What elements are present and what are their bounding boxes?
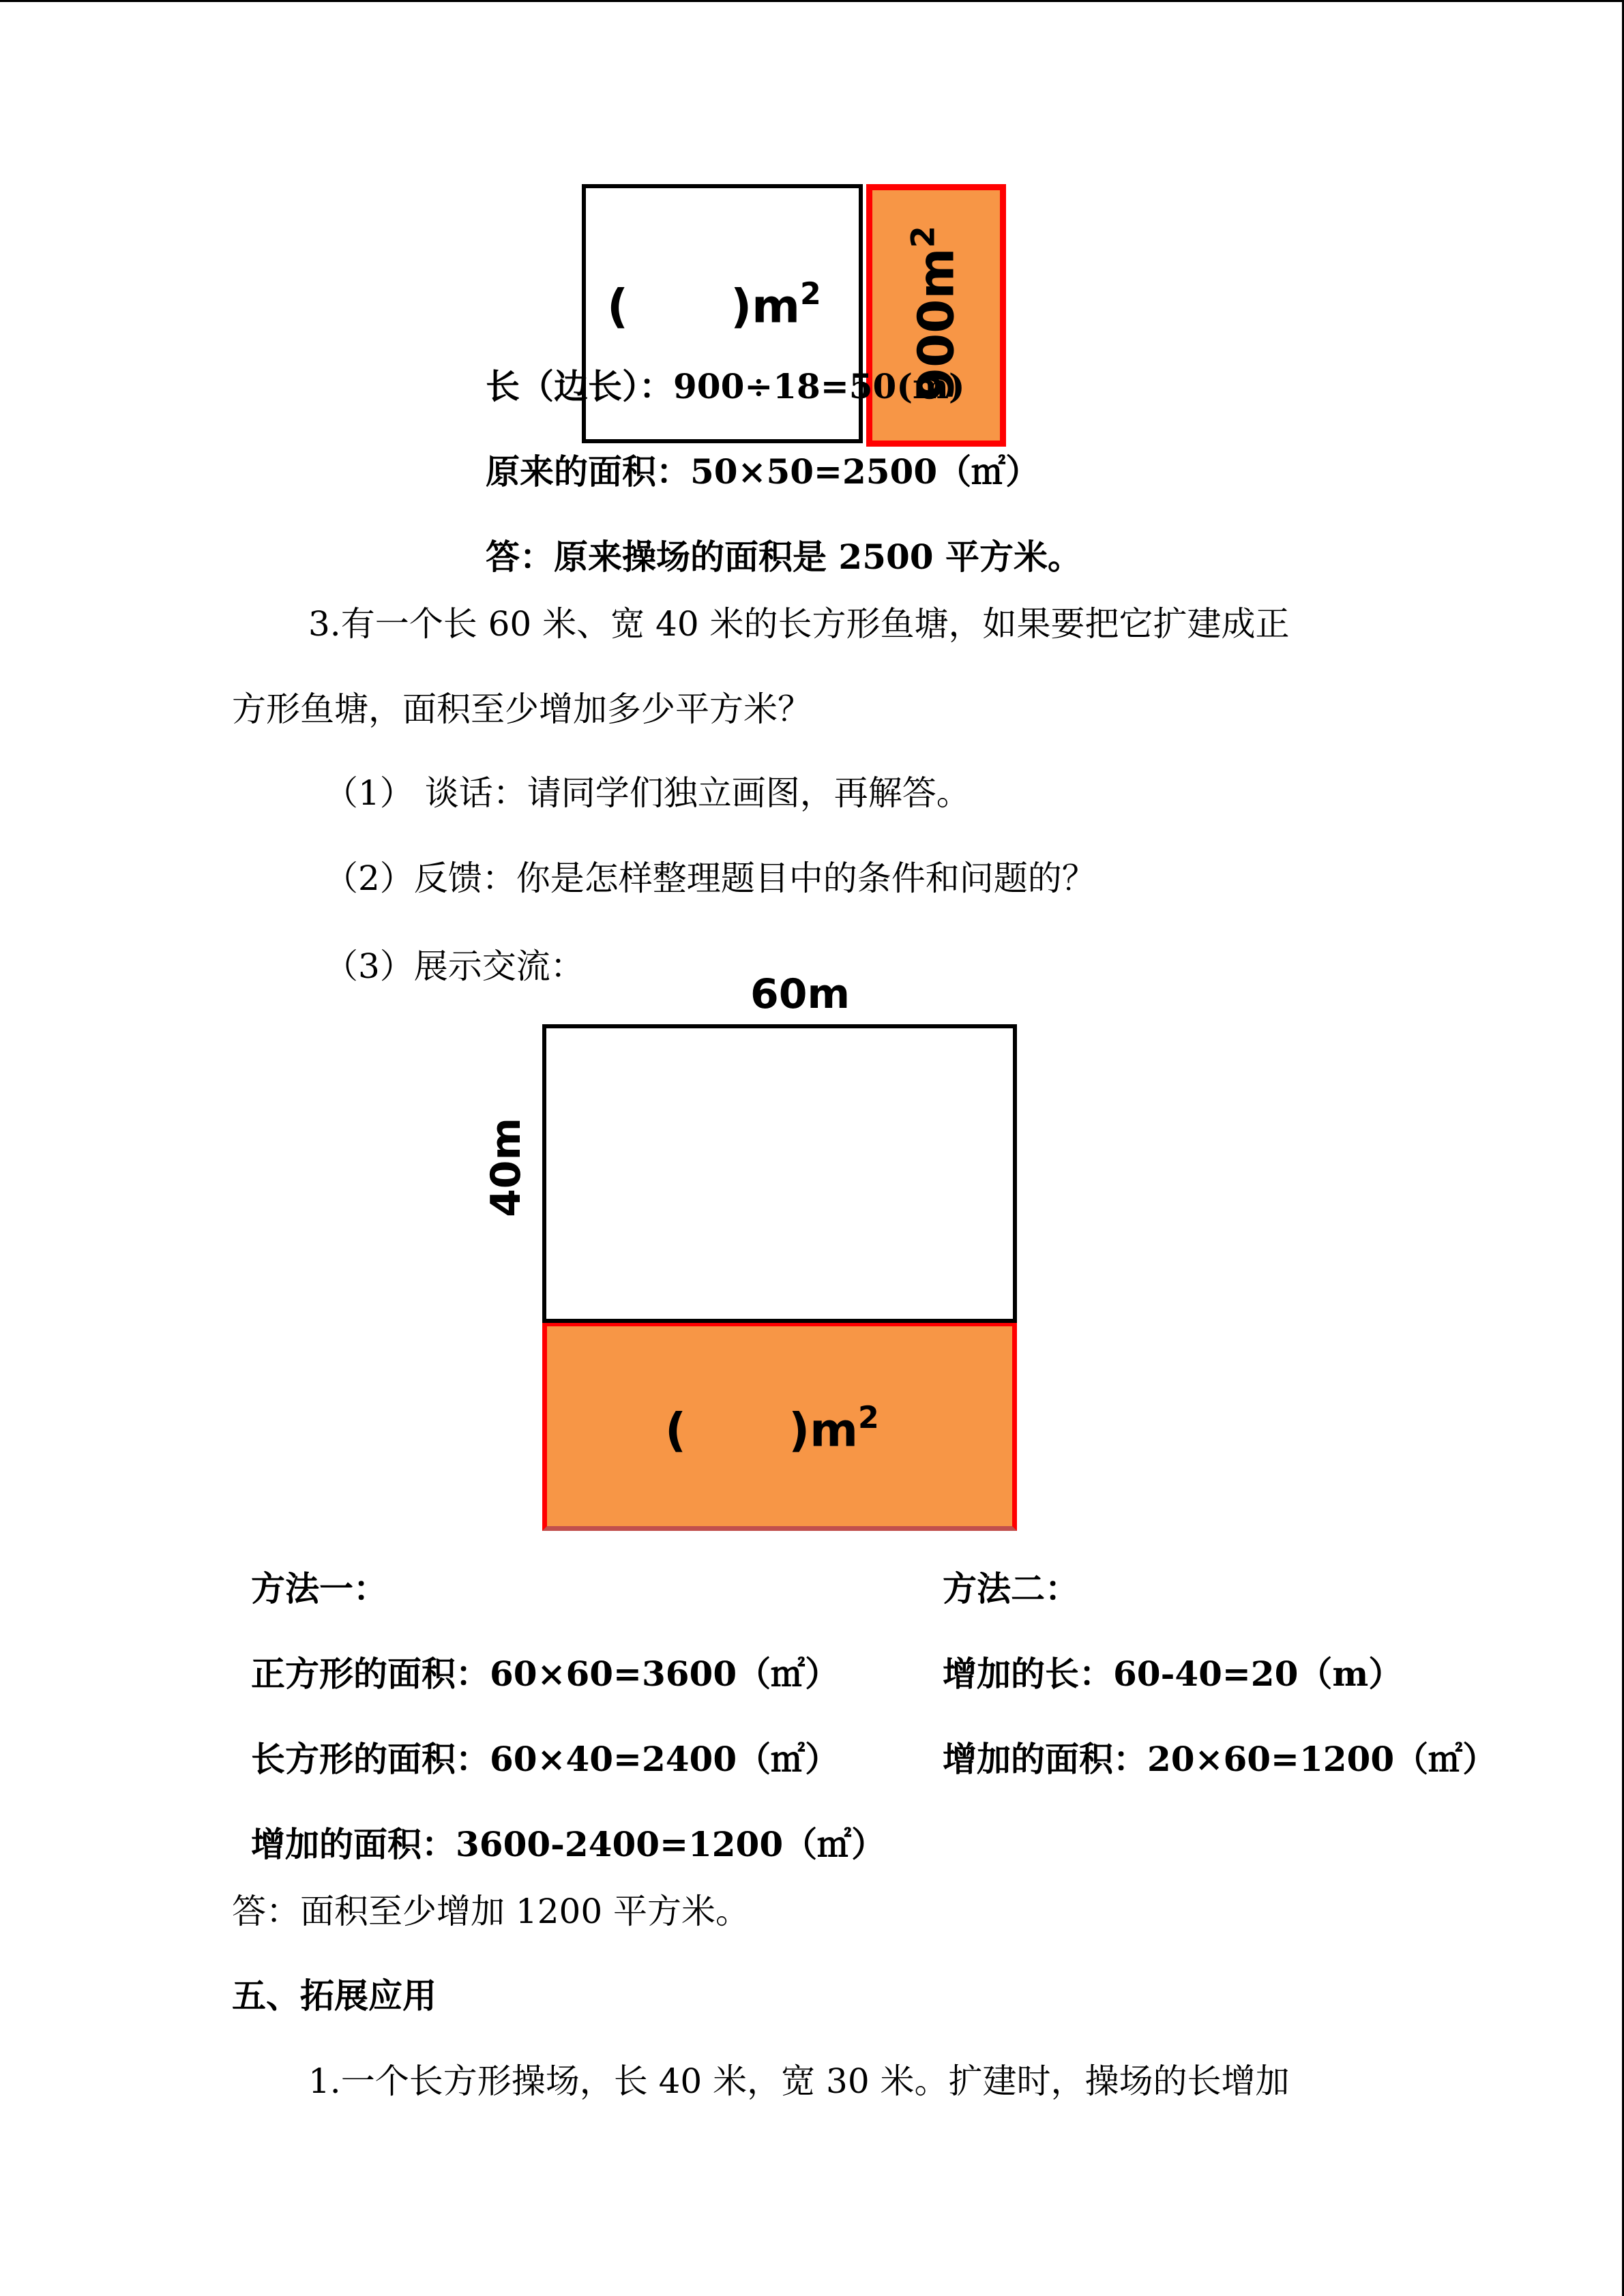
- solution-answer: 答：原来操场的面积是 2500 平方米。: [486, 537, 1082, 577]
- problem3-text-line2: 方形鱼塘，面积至少增加多少平方米？: [232, 689, 812, 729]
- original-rectangle-figure: [542, 1024, 1017, 1323]
- method2-line2: 增加的面积：20×60=1200（㎡）: [943, 1739, 1497, 1779]
- method2-line1: 增加的长：60-40=20（m）: [943, 1654, 1403, 1694]
- rect-width-label: 60m: [750, 970, 851, 1018]
- page-top-border: [0, 0, 1624, 2]
- problem3-step2: （2）反馈：你是怎样整理题目中的条件和问题的？: [324, 859, 1096, 898]
- section5-heading: 五、拓展应用: [232, 1976, 437, 2016]
- problem3-text-line1: 3.有一个长 60 米、宽 40 米的长方形鱼塘，如果要把它扩建成正: [308, 604, 1290, 644]
- method1-line3: 增加的面积：3600-2400=1200（㎡）: [251, 1824, 886, 1864]
- section5-problem1: 1.一个长方形操场，长 40 米，宽 30 米。扩建时，操场的长增加: [308, 2061, 1290, 2101]
- rect-height-label: 40m: [482, 1117, 530, 1218]
- method1-title: 方法一：: [251, 1568, 387, 1609]
- solution-line-area: 原来的面积：50×50=2500（㎡）: [486, 451, 1040, 492]
- added-area-label: ( )$m^2$: [665, 1401, 879, 1458]
- strip-area-label: $900m^2$: [905, 226, 965, 402]
- method1-line2: 长方形的面积：60×40=2400（㎡）: [251, 1739, 840, 1779]
- problem3-answer: 答：面积至少增加 1200 平方米。: [232, 1892, 750, 1931]
- problem3-step3: （3）展示交流：: [324, 946, 585, 986]
- problem3-step1: （1） 谈话：请同学们独立画图，再解答。: [324, 773, 971, 813]
- square-area-label: ( )$m^2$: [607, 277, 821, 334]
- method2-title: 方法二：: [943, 1568, 1079, 1609]
- solution-line-side: 长（边长）：900÷18=50(m): [486, 366, 965, 406]
- method1-line1: 正方形的面积：60×60=3600（㎡）: [251, 1654, 840, 1694]
